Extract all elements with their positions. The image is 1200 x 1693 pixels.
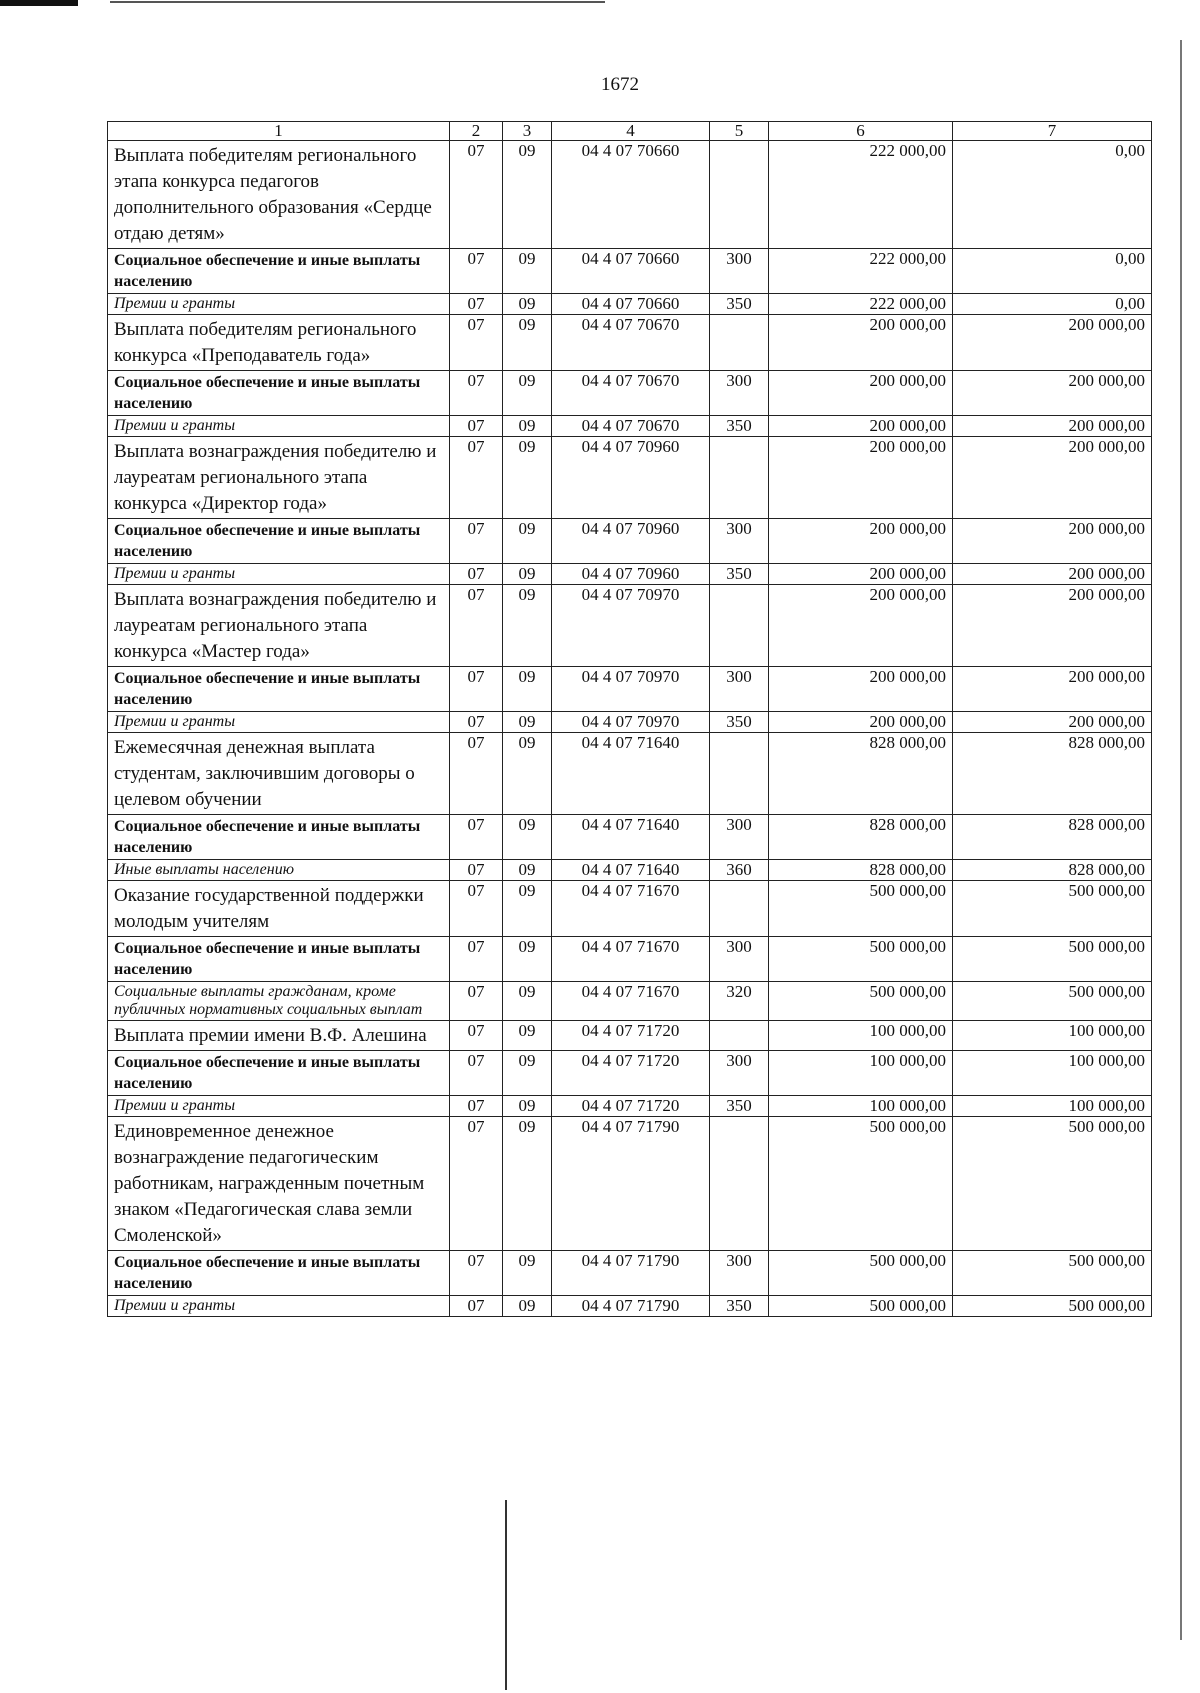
- cell-expense-type: 350: [710, 712, 769, 733]
- cell-amount-year-1: 500 000,00: [769, 881, 953, 937]
- table-row: [108, 1021, 1152, 1051]
- cell-amount-year-2: 828 000,00: [953, 733, 1152, 815]
- cell-name: Социальное обеспечение и иные выплаты населению: [108, 519, 450, 564]
- cell-amount-year-2: 200 000,00: [953, 315, 1152, 371]
- cell-subsection: 09: [503, 881, 552, 937]
- cell-amount-year-2: 500 000,00: [953, 1296, 1152, 1317]
- cell-name: Выплата победителям регионального конкурса «Преподаватель года»: [108, 315, 450, 371]
- table-row: [108, 371, 1152, 416]
- cell-section: 07: [450, 667, 503, 712]
- cell-name: Социальное обеспечение и иные выплаты населению: [108, 1051, 450, 1096]
- cell-amount-year-1: 100 000,00: [769, 1051, 953, 1096]
- cell-amount-year-2: 0,00: [953, 294, 1152, 315]
- cell-section: 07: [450, 585, 503, 667]
- cell-target-code: 04 4 07 70660: [552, 249, 710, 294]
- cell-amount-year-1: 500 000,00: [769, 1117, 953, 1251]
- cell-amount-year-1: 200 000,00: [769, 667, 953, 712]
- cell-section: 07: [450, 437, 503, 519]
- cell-target-code: 04 4 07 70670: [552, 371, 710, 416]
- cell-section: 07: [450, 815, 503, 860]
- table-row: [108, 564, 1152, 585]
- cell-target-code: 04 4 07 70660: [552, 294, 710, 315]
- cell-amount-year-2: 100 000,00: [953, 1021, 1152, 1051]
- cell-expense-type: 300: [710, 815, 769, 860]
- table-row: [108, 315, 1152, 371]
- cell-amount-year-2: 200 000,00: [953, 667, 1152, 712]
- cell-amount-year-1: 500 000,00: [769, 1296, 953, 1317]
- cell-subsection: 09: [503, 1096, 552, 1117]
- budget-table: [107, 121, 1152, 1317]
- cell-amount-year-2: 100 000,00: [953, 1051, 1152, 1096]
- cell-expense-type: 350: [710, 416, 769, 437]
- cell-section: 07: [450, 416, 503, 437]
- cell-subsection: 09: [503, 937, 552, 982]
- header-cell-6: 6: [769, 122, 953, 141]
- cell-expense-type: [710, 1117, 769, 1251]
- cell-name: Выплата премии имени В.Ф. Алешина: [108, 1021, 450, 1051]
- cell-amount-year-1: 222 000,00: [769, 141, 953, 249]
- table-row: [108, 815, 1152, 860]
- cell-target-code: 04 4 07 71670: [552, 937, 710, 982]
- cell-amount-year-2: 500 000,00: [953, 1251, 1152, 1296]
- cell-section: 07: [450, 249, 503, 294]
- cell-name: Социальные выплаты гражданам, кроме публичных нормативных социальных выплат: [108, 982, 450, 1021]
- cell-amount-year-1: 200 000,00: [769, 564, 953, 585]
- header-cell-1: 1: [108, 122, 450, 141]
- cell-name: Социальное обеспечение и иные выплаты населению: [108, 937, 450, 982]
- cell-subsection: 09: [503, 1117, 552, 1251]
- cell-amount-year-1: 200 000,00: [769, 371, 953, 416]
- cell-amount-year-1: 100 000,00: [769, 1096, 953, 1117]
- cell-amount-year-1: 500 000,00: [769, 982, 953, 1021]
- cell-expense-type: 350: [710, 564, 769, 585]
- cell-name: Оказание государственной поддержки молодым учителям: [108, 881, 450, 937]
- header-row: [108, 122, 1152, 141]
- cell-name: Премии и гранты: [108, 416, 450, 437]
- cell-name: Социальное обеспечение и иные выплаты населению: [108, 249, 450, 294]
- cell-subsection: 09: [503, 141, 552, 249]
- cell-amount-year-2: 200 000,00: [953, 416, 1152, 437]
- cell-name: Иные выплаты населению: [108, 860, 450, 881]
- table-row: [108, 585, 1152, 667]
- cell-subsection: 09: [503, 585, 552, 667]
- cell-subsection: 09: [503, 1296, 552, 1317]
- table-row: [108, 1296, 1152, 1317]
- cell-amount-year-1: 200 000,00: [769, 315, 953, 371]
- scan-artifact-edge: [1180, 40, 1182, 1640]
- cell-expense-type: 300: [710, 371, 769, 416]
- cell-amount-year-1: 828 000,00: [769, 860, 953, 881]
- cell-expense-type: [710, 315, 769, 371]
- table-row: [108, 249, 1152, 294]
- cell-section: 07: [450, 315, 503, 371]
- header-cell-5: 5: [710, 122, 769, 141]
- cell-section: 07: [450, 1251, 503, 1296]
- cell-name: Премии и гранты: [108, 564, 450, 585]
- cell-target-code: 04 4 07 70960: [552, 519, 710, 564]
- cell-name: Социальное обеспечение и иные выплаты населению: [108, 667, 450, 712]
- cell-subsection: 09: [503, 519, 552, 564]
- cell-amount-year-1: 200 000,00: [769, 712, 953, 733]
- cell-amount-year-2: 500 000,00: [953, 881, 1152, 937]
- table-row: [108, 1096, 1152, 1117]
- cell-expense-type: 300: [710, 1051, 769, 1096]
- cell-amount-year-1: 200 000,00: [769, 416, 953, 437]
- header-cell-4: 4: [552, 122, 710, 141]
- cell-amount-year-2: 500 000,00: [953, 982, 1152, 1021]
- table-row: [108, 1117, 1152, 1251]
- cell-target-code: 04 4 07 71790: [552, 1117, 710, 1251]
- cell-subsection: 09: [503, 982, 552, 1021]
- cell-subsection: 09: [503, 294, 552, 315]
- cell-amount-year-2: 0,00: [953, 141, 1152, 249]
- cell-subsection: 09: [503, 667, 552, 712]
- cell-subsection: 09: [503, 1021, 552, 1051]
- cell-subsection: 09: [503, 371, 552, 416]
- cell-name: Единовременное денежное вознаграждение педагогическим работникам, награжденным почетным знаком «Педагогическая слава земли Смоленской»: [108, 1117, 450, 1251]
- cell-amount-year-1: 828 000,00: [769, 815, 953, 860]
- scan-artifact-line: [110, 1, 605, 3]
- cell-name: Премии и гранты: [108, 294, 450, 315]
- cell-name: Социальное обеспечение и иные выплаты населению: [108, 1251, 450, 1296]
- table-row: [108, 519, 1152, 564]
- cell-section: 07: [450, 881, 503, 937]
- cell-section: 07: [450, 1296, 503, 1317]
- cell-section: 07: [450, 937, 503, 982]
- cell-amount-year-1: 200 000,00: [769, 519, 953, 564]
- cell-amount-year-2: 200 000,00: [953, 712, 1152, 733]
- cell-target-code: 04 4 07 70670: [552, 416, 710, 437]
- table-row: [108, 733, 1152, 815]
- cell-target-code: 04 4 07 71640: [552, 860, 710, 881]
- cell-amount-year-1: 828 000,00: [769, 733, 953, 815]
- cell-subsection: 09: [503, 315, 552, 371]
- cell-expense-type: 350: [710, 1296, 769, 1317]
- table-row: [108, 1251, 1152, 1296]
- cell-section: 07: [450, 860, 503, 881]
- cell-name: Социальное обеспечение и иные выплаты населению: [108, 815, 450, 860]
- budget-table-body: [108, 122, 1152, 1317]
- cell-amount-year-2: 828 000,00: [953, 815, 1152, 860]
- cell-amount-year-1: 222 000,00: [769, 294, 953, 315]
- cell-amount-year-2: 500 000,00: [953, 1117, 1152, 1251]
- table-row: [108, 712, 1152, 733]
- cell-name: Социальное обеспечение и иные выплаты населению: [108, 371, 450, 416]
- cell-expense-type: [710, 881, 769, 937]
- cell-subsection: 09: [503, 815, 552, 860]
- cell-amount-year-1: 222 000,00: [769, 249, 953, 294]
- cell-amount-year-2: 200 000,00: [953, 564, 1152, 585]
- cell-amount-year-2: 500 000,00: [953, 937, 1152, 982]
- table-row: [108, 294, 1152, 315]
- cell-name: Выплата вознаграждения победителю и лауреатам регионального этапа конкурса «Мастер года»: [108, 585, 450, 667]
- cell-target-code: 04 4 07 70960: [552, 564, 710, 585]
- cell-name: Премии и гранты: [108, 1296, 450, 1317]
- cell-expense-type: [710, 141, 769, 249]
- cell-target-code: 04 4 07 70970: [552, 585, 710, 667]
- cell-amount-year-2: 200 000,00: [953, 437, 1152, 519]
- cell-amount-year-2: 200 000,00: [953, 585, 1152, 667]
- cell-section: 07: [450, 1051, 503, 1096]
- cell-section: 07: [450, 294, 503, 315]
- cell-section: 07: [450, 733, 503, 815]
- header-cell-2: 2: [450, 122, 503, 141]
- cell-amount-year-2: 828 000,00: [953, 860, 1152, 881]
- cell-section: 07: [450, 1117, 503, 1251]
- cell-target-code: 04 4 07 71640: [552, 815, 710, 860]
- cell-amount-year-1: 100 000,00: [769, 1021, 953, 1051]
- cell-subsection: 09: [503, 437, 552, 519]
- cell-section: 07: [450, 519, 503, 564]
- table-row: [108, 937, 1152, 982]
- cell-name: Выплата победителям регионального этапа конкурса педагогов дополнительного образования «Сердце отдаю детям»: [108, 141, 450, 249]
- cell-expense-type: 360: [710, 860, 769, 881]
- header-cell-3: 3: [503, 122, 552, 141]
- table-row: [108, 860, 1152, 881]
- cell-section: 07: [450, 1021, 503, 1051]
- cell-subsection: 09: [503, 860, 552, 881]
- table-row: [108, 667, 1152, 712]
- cell-expense-type: 300: [710, 667, 769, 712]
- cell-amount-year-2: 0,00: [953, 249, 1152, 294]
- cell-amount-year-1: 500 000,00: [769, 937, 953, 982]
- cell-target-code: 04 4 07 70970: [552, 712, 710, 733]
- cell-amount-year-2: 100 000,00: [953, 1096, 1152, 1117]
- cell-expense-type: 300: [710, 937, 769, 982]
- cell-expense-type: [710, 733, 769, 815]
- cell-expense-type: [710, 585, 769, 667]
- page-number: 1672: [601, 74, 639, 95]
- cell-expense-type: [710, 1021, 769, 1051]
- cell-expense-type: [710, 437, 769, 519]
- cell-target-code: 04 4 07 71720: [552, 1021, 710, 1051]
- cell-target-code: 04 4 07 70660: [552, 141, 710, 249]
- cell-section: 07: [450, 982, 503, 1021]
- cell-target-code: 04 4 07 70670: [552, 315, 710, 371]
- table-row: [108, 982, 1152, 1021]
- cell-expense-type: 350: [710, 294, 769, 315]
- cell-target-code: 04 4 07 71720: [552, 1051, 710, 1096]
- cell-amount-year-1: 500 000,00: [769, 1251, 953, 1296]
- scan-artifact-fold: [505, 1500, 507, 1690]
- cell-target-code: 04 4 07 71790: [552, 1296, 710, 1317]
- table-row: [108, 437, 1152, 519]
- cell-expense-type: 350: [710, 1096, 769, 1117]
- cell-name: Ежемесячная денежная выплата студентам, заключившим договоры о целевом обучении: [108, 733, 450, 815]
- cell-target-code: 04 4 07 71640: [552, 733, 710, 815]
- scan-artifact-bar: [0, 0, 78, 6]
- cell-name: Выплата вознаграждения победителю и лауреатам регионального этапа конкурса «Директор года»: [108, 437, 450, 519]
- cell-amount-year-2: 200 000,00: [953, 371, 1152, 416]
- cell-target-code: 04 4 07 70960: [552, 437, 710, 519]
- cell-section: 07: [450, 712, 503, 733]
- cell-target-code: 04 4 07 71670: [552, 982, 710, 1021]
- header-cell-7: 7: [953, 122, 1152, 141]
- cell-section: 07: [450, 141, 503, 249]
- cell-section: 07: [450, 371, 503, 416]
- cell-target-code: 04 4 07 71720: [552, 1096, 710, 1117]
- cell-subsection: 09: [503, 733, 552, 815]
- cell-subsection: 09: [503, 1251, 552, 1296]
- cell-name: Премии и гранты: [108, 1096, 450, 1117]
- table-row: [108, 416, 1152, 437]
- cell-subsection: 09: [503, 249, 552, 294]
- cell-subsection: 09: [503, 1051, 552, 1096]
- cell-amount-year-2: 200 000,00: [953, 519, 1152, 564]
- cell-expense-type: 300: [710, 519, 769, 564]
- table-row: [108, 141, 1152, 249]
- cell-amount-year-1: 200 000,00: [769, 585, 953, 667]
- cell-section: 07: [450, 564, 503, 585]
- cell-subsection: 09: [503, 564, 552, 585]
- cell-name: Премии и гранты: [108, 712, 450, 733]
- cell-expense-type: 300: [710, 1251, 769, 1296]
- cell-target-code: 04 4 07 70970: [552, 667, 710, 712]
- cell-target-code: 04 4 07 71670: [552, 881, 710, 937]
- cell-amount-year-1: 200 000,00: [769, 437, 953, 519]
- cell-expense-type: 300: [710, 249, 769, 294]
- cell-subsection: 09: [503, 416, 552, 437]
- cell-target-code: 04 4 07 71790: [552, 1251, 710, 1296]
- cell-expense-type: 320: [710, 982, 769, 1021]
- table-row: [108, 1051, 1152, 1096]
- table-row: [108, 881, 1152, 937]
- cell-section: 07: [450, 1096, 503, 1117]
- cell-subsection: 09: [503, 712, 552, 733]
